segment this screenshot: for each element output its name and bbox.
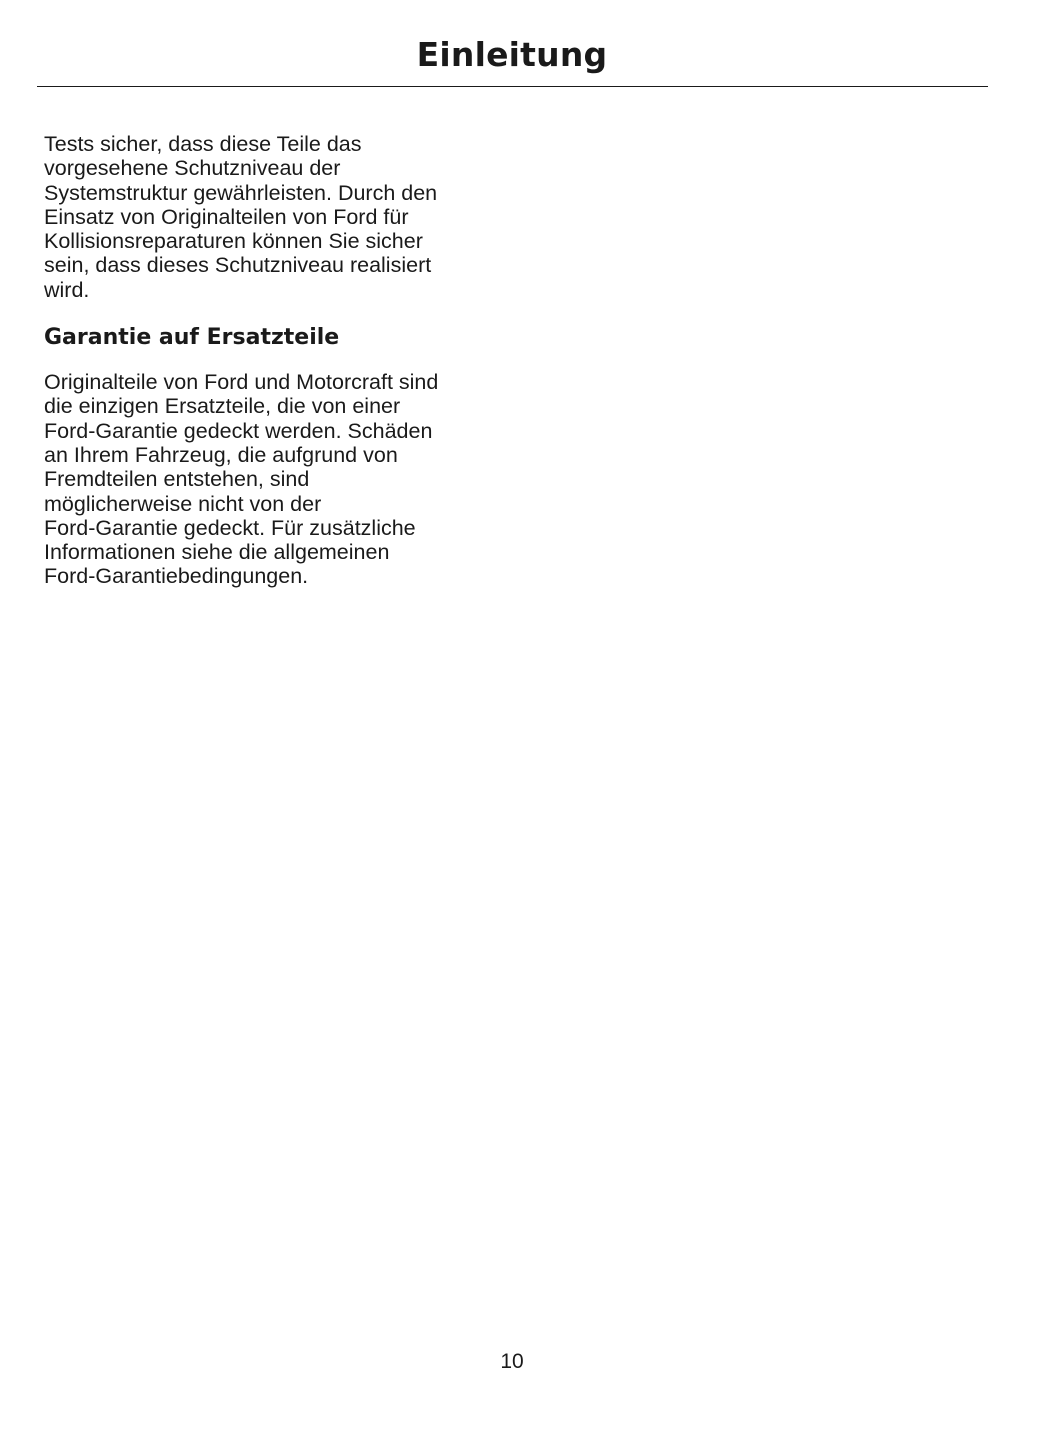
text-line: Systemstruktur gewährleisten. Durch den (44, 180, 438, 205)
text-line: Einsatz von Originalteilen von Ford für (44, 204, 409, 229)
text-column (44, 132, 499, 589)
page-number: 10 (500, 1350, 524, 1373)
text-line: die einzigen Ersatzteile, die von einer (44, 394, 401, 419)
text-line: wird. (44, 277, 90, 302)
text-line: Fremdteilen entstehen, sind (44, 467, 310, 492)
text-line: möglicherweise nicht von der (44, 491, 322, 516)
text-line: an Ihrem Fahrzeug, die aufgrund von (44, 442, 398, 467)
intro-paragraph (44, 132, 499, 302)
page-title: Einleitung (416, 35, 608, 74)
section-paragraph (44, 370, 499, 589)
text-line: Ford-Garantiebedingungen. (44, 564, 309, 589)
text-line: Tests sicher, dass diese Teile das (44, 132, 362, 156)
text-line: Informationen siehe die allgemeinen (44, 540, 390, 565)
section-heading: Garantie auf Ersatzteile (44, 325, 340, 351)
text-line: vorgesehene Schutzniveau der (44, 156, 341, 181)
text-line: sein, dass dieses Schutzniveau realisiert (44, 253, 432, 278)
header-divider (37, 86, 988, 87)
text-line: Ford-Garantie gedeckt werden. Schäden (44, 418, 433, 443)
text-line: Originalteile von Ford und Motorcraft sind (44, 370, 439, 395)
text-line: Ford-Garantie gedeckt. Für zusätzliche (44, 515, 416, 540)
text-line: Kollisionsreparaturen können Sie sicher (44, 229, 423, 254)
